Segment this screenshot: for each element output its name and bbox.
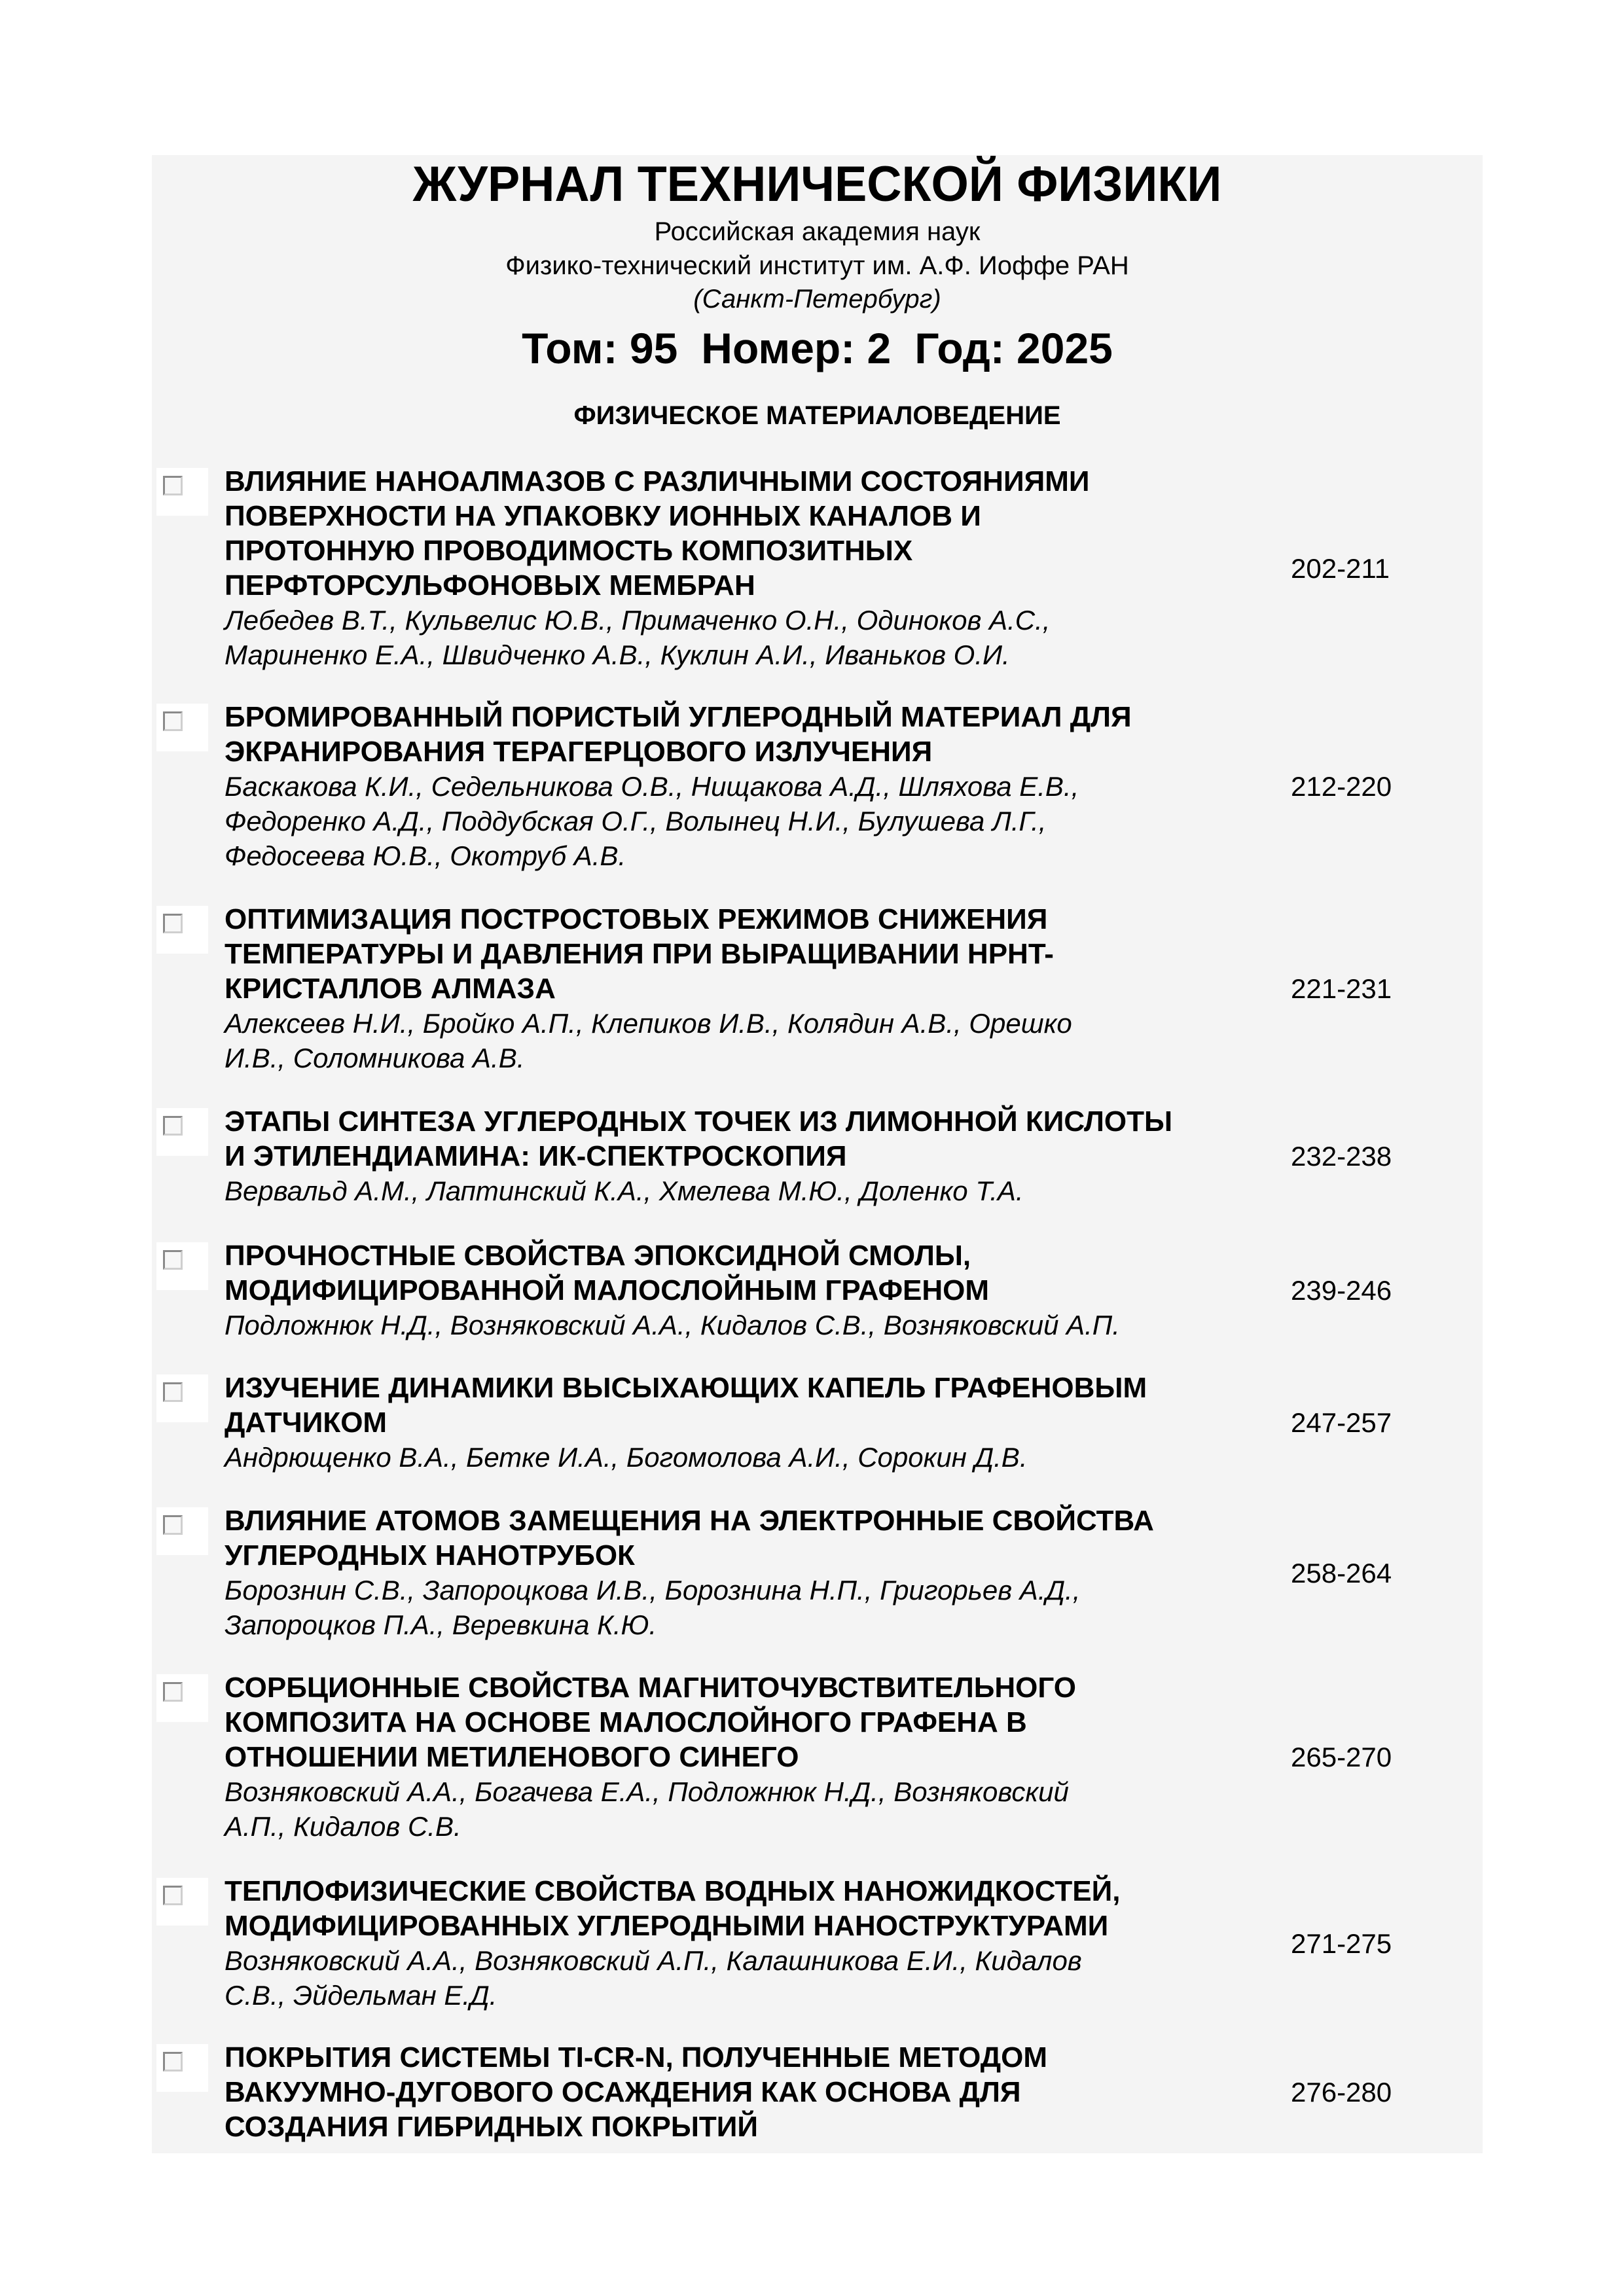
issue-info [152,322,1483,374]
article-body [225,464,1246,672]
checkbox-container [156,1878,208,1926]
article-authors-line: Федосеева Ю.В., Окотруб А.В. [225,840,626,871]
article-entry [152,464,1483,672]
article-entry [152,1874,1483,2013]
article-title-line[interactable]: СОЗДАНИЯ ГИБРИДНЫХ ПОКРЫТИЙ [225,2111,759,2143]
article-pages: 221-231 [1291,973,1392,1004]
checkbox-container [156,468,208,516]
article-title-line[interactable]: УГЛЕРОДНЫХ НАНОТРУБОК [225,1539,635,1571]
article-authors-line: А.П., Кидалов С.В. [225,1811,461,1842]
article-title-line[interactable]: ДАТЧИКОМ [225,1407,388,1439]
article-title-line[interactable]: ВЛИЯНИЕ АТОМОВ ЗАМЕЩЕНИЯ НА ЭЛЕКТРОННЫЕ СВОЙСТВА [225,1505,1154,1537]
article-checkbox[interactable] [163,1250,183,1270]
article-authors-line: Запороцков П.А., Веревкина К.Ю. [225,1609,657,1640]
article-title-line[interactable]: ТЕПЛОФИЗИЧЕСКИЕ СВОЙСТВА ВОДНЫХ НАНОЖИДКОСТЕЙ, [225,1875,1121,1907]
article-authors-line: Федоренко А.Д., Поддубская О.Г., Волынец Н.И., Булушева Л.Г., [225,806,1047,836]
journal-title: ЖУРНАЛ ТЕХНИЧЕСКОЙ ФИЗИКИ [412,156,1222,212]
article-checkbox[interactable] [163,2052,183,2072]
article-entry [152,1371,1483,1475]
institute-name: Физико-технический институт им. А.Ф. Иоффе РАН [505,251,1129,280]
article-pages: 202-211 [1291,552,1390,584]
article-title-line[interactable]: И ЭТИЛЕНДИАМИНА: ИК-СПЕКТРОСКОПИЯ [225,1140,847,1172]
checkbox-container [156,906,208,954]
checkbox-container [156,2044,208,2092]
article-body [225,2040,1246,2144]
article-body [225,1670,1246,1844]
article-pages: 232-238 [1291,1141,1392,1172]
article-entry [152,2040,1483,2144]
volume: Том: 95 [522,324,678,372]
year: Год: 2025 [914,324,1113,372]
article-entry [152,1670,1483,1844]
article-title-line[interactable]: МОДИФИЦИРОВАННОЙ МАЛОСЛОЙНЫМ ГРАФЕНОМ [225,1274,990,1306]
article-title-line[interactable]: КРИСТАЛЛОВ АЛМАЗА [225,973,556,1005]
academy-name: Российская академия наук [654,217,981,246]
article-entry [152,1104,1483,1208]
article-title-line[interactable]: ПЕРФТОРСУЛЬФОНОВЫХ МЕМБРАН [225,569,755,601]
article-checkbox[interactable] [163,1682,183,1702]
article-title-line[interactable]: ИЗУЧЕНИЕ ДИНАМИКИ ВЫСЫХАЮЩИХ КАПЕЛЬ ГРАФЕНОВЫМ [225,1372,1147,1404]
article-checkbox[interactable] [163,476,183,495]
article-authors-line: Возняковский А.А., Богачева Е.А., Подложнюк Н.Д., Возняковский [225,1776,1069,1807]
article-body [225,902,1246,1075]
article-authors-line: Борознин С.В., Запороцкова И.В., Борознина Н.П., Григорьев А.Д., [225,1575,1081,1605]
article-authors-line: Алексеев Н.И., Бройко А.П., Клепиков И.В., Колядин А.В., Орешко [225,1008,1072,1039]
article-authors-line: Подложнюк Н.Д., Возняковский А.А., Кидалов С.В., Возняковский А.П. [225,1310,1120,1340]
checkbox-container [156,1374,208,1422]
article-body [225,700,1246,873]
city-name: (Санкт-Петербург) [693,285,941,314]
article-authors-line: Андрющенко В.А., Бетке И.А., Богомолова А.И., Сорокин Д.В. [225,1442,1028,1473]
article-title-line[interactable]: ТЕМПЕРАТУРЫ И ДАВЛЕНИЯ ПРИ ВЫРАЩИВАНИИ HPHT- [225,938,1054,970]
article-pages: 271-275 [1291,1928,1392,1959]
article-authors-line: И.В., Соломникова А.В. [225,1043,525,1073]
article-pages: 239-246 [1291,1275,1392,1306]
checkbox-container [156,1108,208,1156]
article-checkbox[interactable] [163,1886,183,1905]
checkbox-container [156,1507,208,1555]
article-title-line[interactable]: ОТНОШЕНИИ МЕТИЛЕНОВОГО СИНЕГО [225,1741,799,1773]
article-title-line[interactable]: ЭТАПЫ СИНТЕЗА УГЛЕРОДНЫХ ТОЧЕК ИЗ ЛИМОННОЙ КИСЛОТЫ [225,1105,1173,1138]
article-authors-line: Возняковский А.А., Возняковский А.П., Калашникова Е.И., Кидалов [225,1945,1082,1976]
article-title-line[interactable]: ПОКРЫТИЯ СИСТЕМЫ TI-CR-N, ПОЛУЧЕННЫЕ МЕТОДОМ [225,2041,1048,2073]
article-entry [152,902,1483,1075]
issue-number: Номер: 2 [701,324,892,372]
section-heading: ФИЗИЧЕСКОЕ МАТЕРИАЛОВЕДЕНИЕ [573,401,1061,430]
article-entry [152,700,1483,873]
article-body [225,1238,1246,1342]
article-entry [152,1503,1483,1642]
article-title-line[interactable]: ПРОТОННУЮ ПРОВОДИМОСТЬ КОМПОЗИТНЫХ [225,535,913,567]
checkbox-container [156,1242,208,1290]
checkbox-container [156,1674,208,1722]
article-authors-line: Мариненко Е.А., Швидченко А.В., Куклин А.И., Иваньков О.И. [225,639,1010,670]
article-entry [152,1238,1483,1342]
article-pages: 258-264 [1291,1557,1392,1588]
article-authors-line: Вервальд А.М., Лаптинский К.А., Хмелева М.Ю., Доленко Т.А. [225,1175,1024,1206]
article-title-line[interactable]: СОРБЦИОННЫЕ СВОЙСТВА МАГНИТОЧУВСТВИТЕЛЬНОГО [225,1672,1076,1704]
article-title-line[interactable]: БРОМИРОВАННЫЙ ПОРИСТЫЙ УГЛЕРОДНЫЙ МАТЕРИАЛ ДЛЯ [225,701,1132,733]
article-title-line[interactable]: ЭКРАНИРОВАНИЯ ТЕРАГЕРЦОВОГО ИЗЛУЧЕНИЯ [225,736,933,768]
article-checkbox[interactable] [163,1116,183,1136]
article-pages: 247-257 [1291,1407,1392,1438]
article-authors-line: Баскакова К.И., Седельникова О.В., Нищакова А.Д., Шляхова Е.В., [225,771,1079,802]
article-body [225,1503,1246,1642]
article-pages: 276-280 [1291,2077,1392,2108]
article-title-line[interactable]: ОПТИМИЗАЦИЯ ПОСТРОСТОВЫХ РЕЖИМОВ СНИЖЕНИЯ [225,903,1048,935]
article-body [225,1104,1246,1208]
article-title-line[interactable]: ПРОЧНОСТНЫЕ СВОЙСТВА ЭПОКСИДНОЙ СМОЛЫ, [225,1240,971,1272]
article-checkbox[interactable] [163,1515,183,1535]
article-checkbox[interactable] [163,711,183,731]
article-authors-line: Лебедев В.Т., Кульвелис Ю.В., Примаченко О.Н., Одиноков А.С., [225,605,1051,636]
article-title-line[interactable]: ПОВЕРХНОСТИ НА УПАКОВКУ ИОННЫХ КАНАЛОВ И [225,500,981,532]
article-checkbox[interactable] [163,1382,183,1402]
article-pages: 265-270 [1291,1742,1392,1772]
article-title-line[interactable]: МОДИФИЦИРОВАННЫХ УГЛЕРОДНЫМИ НАНОСТРУКТУРАМИ [225,1910,1109,1942]
article-title-line[interactable]: ВЛИЯНИЕ НАНОАЛМАЗОВ С РАЗЛИЧНЫМИ СОСТОЯНИЯМИ [225,465,1090,497]
article-title-line[interactable]: ВАКУУМНО-ДУГОВОГО ОСАЖДЕНИЯ КАК ОСНОВА ДЛЯ [225,2076,1021,2108]
article-authors-line: С.В., Эйдельман Е.Д. [225,1980,497,2011]
checkbox-container [156,704,208,751]
article-body [225,1874,1246,2013]
article-checkbox[interactable] [163,914,183,933]
article-body [225,1371,1246,1475]
article-pages: 212-220 [1291,771,1392,802]
article-title-line[interactable]: КОМПОЗИТА НА ОСНОВЕ МАЛОСЛОЙНОГО ГРАФЕНА В [225,1706,1027,1738]
